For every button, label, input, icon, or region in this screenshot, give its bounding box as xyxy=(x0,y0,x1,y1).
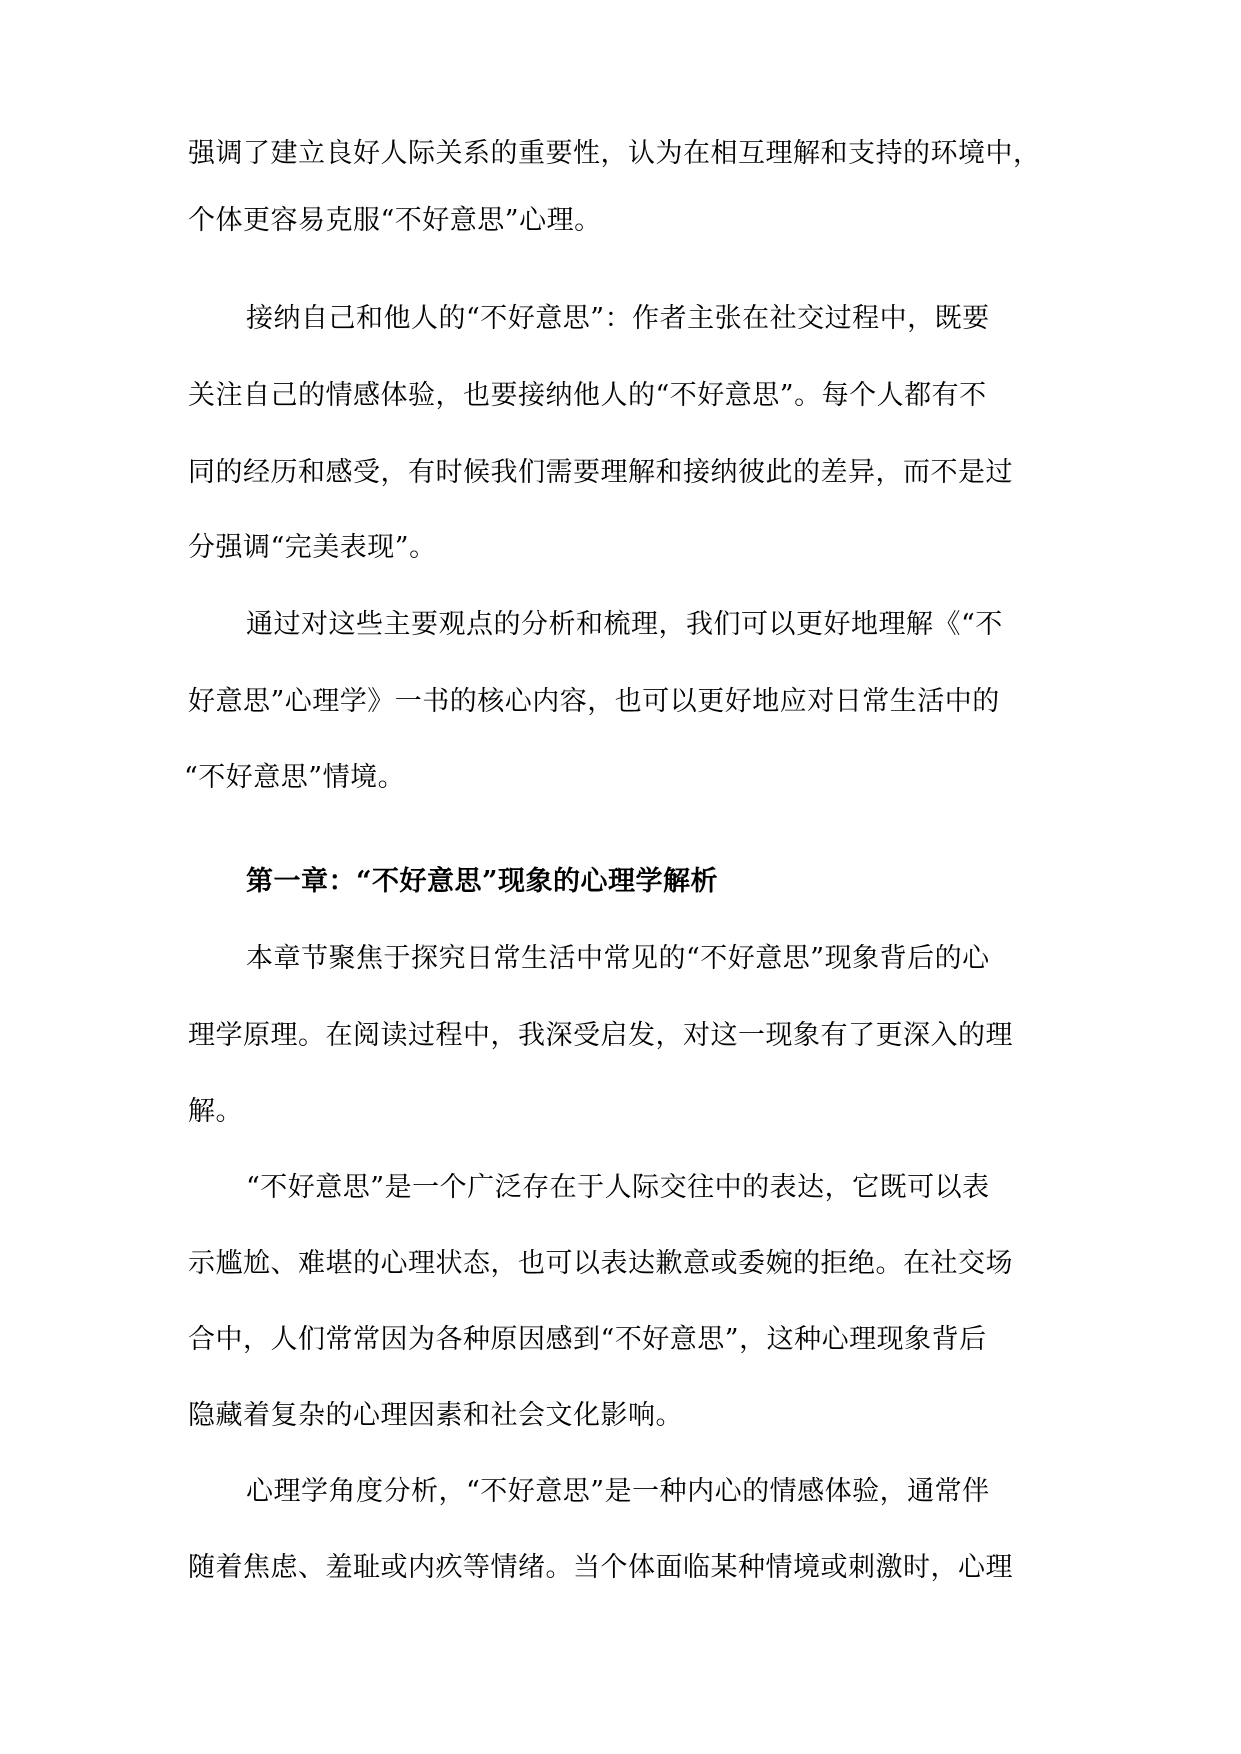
paragraph-line: 示尴尬、难堪的心理状态，也可以表达歉意或委婉的拒绝。在社交场 xyxy=(188,1248,1013,1279)
paragraph-line: 合中，人们常常因为各种原因感到“不好意思”，这种心理现象背后 xyxy=(188,1324,987,1355)
paragraph-line: 强调了建立良好人际关系的重要性，认为在相互理解和支持的环境中， xyxy=(188,138,1041,169)
paragraph-line: 隐藏着复杂的心理因素和社会文化影响。 xyxy=(188,1400,683,1431)
chapter-heading: 第一章：“不好意思”现象的心理学解析 xyxy=(246,866,719,897)
paragraph-line: “不好意思”是一个广泛存在于人际交往中的表达，它既可以表 xyxy=(246,1172,990,1203)
paragraph-line: 本章节聚焦于探究日常生活中常见的“不好意思”现象背后的心 xyxy=(246,943,990,974)
paragraph-line: 个体更容易克服“不好意思”心理。 xyxy=(188,205,602,236)
paragraph-line: 同的经历和感受，有时候我们需要理解和接纳彼此的差异，而不是过 xyxy=(188,457,1013,488)
paragraph-line: “不好意思”情境。 xyxy=(184,762,406,793)
paragraph-line: 解。 xyxy=(188,1096,243,1127)
paragraph-line: 关注自己的情感体验，也要接纳他人的“不好意思”。每个人都有不 xyxy=(188,380,987,411)
paragraph-line: 通过对这些主要观点的分析和梳理，我们可以更好地理解《“不 xyxy=(246,609,1003,640)
paragraph-line: 分强调“完美表现”。 xyxy=(188,532,437,563)
paragraph-line: 好意思”心理学》一书的核心内容，也可以更好地应对日常生活中的 xyxy=(188,686,1000,717)
paragraph-line: 接纳自己和他人的“不好意思”：作者主张在社交过程中，既要 xyxy=(246,303,990,334)
paragraph-line: 理学原理。在阅读过程中，我深受启发，对这一现象有了更深入的理 xyxy=(188,1020,1013,1051)
paragraph-line: 心理学角度分析，“不好意思”是一种内心的情感体验，通常伴 xyxy=(246,1476,990,1507)
paragraph-line: 随着焦虑、羞耻或内疚等情绪。当个体面临某种情境或刺激时，心理 xyxy=(188,1552,1013,1583)
